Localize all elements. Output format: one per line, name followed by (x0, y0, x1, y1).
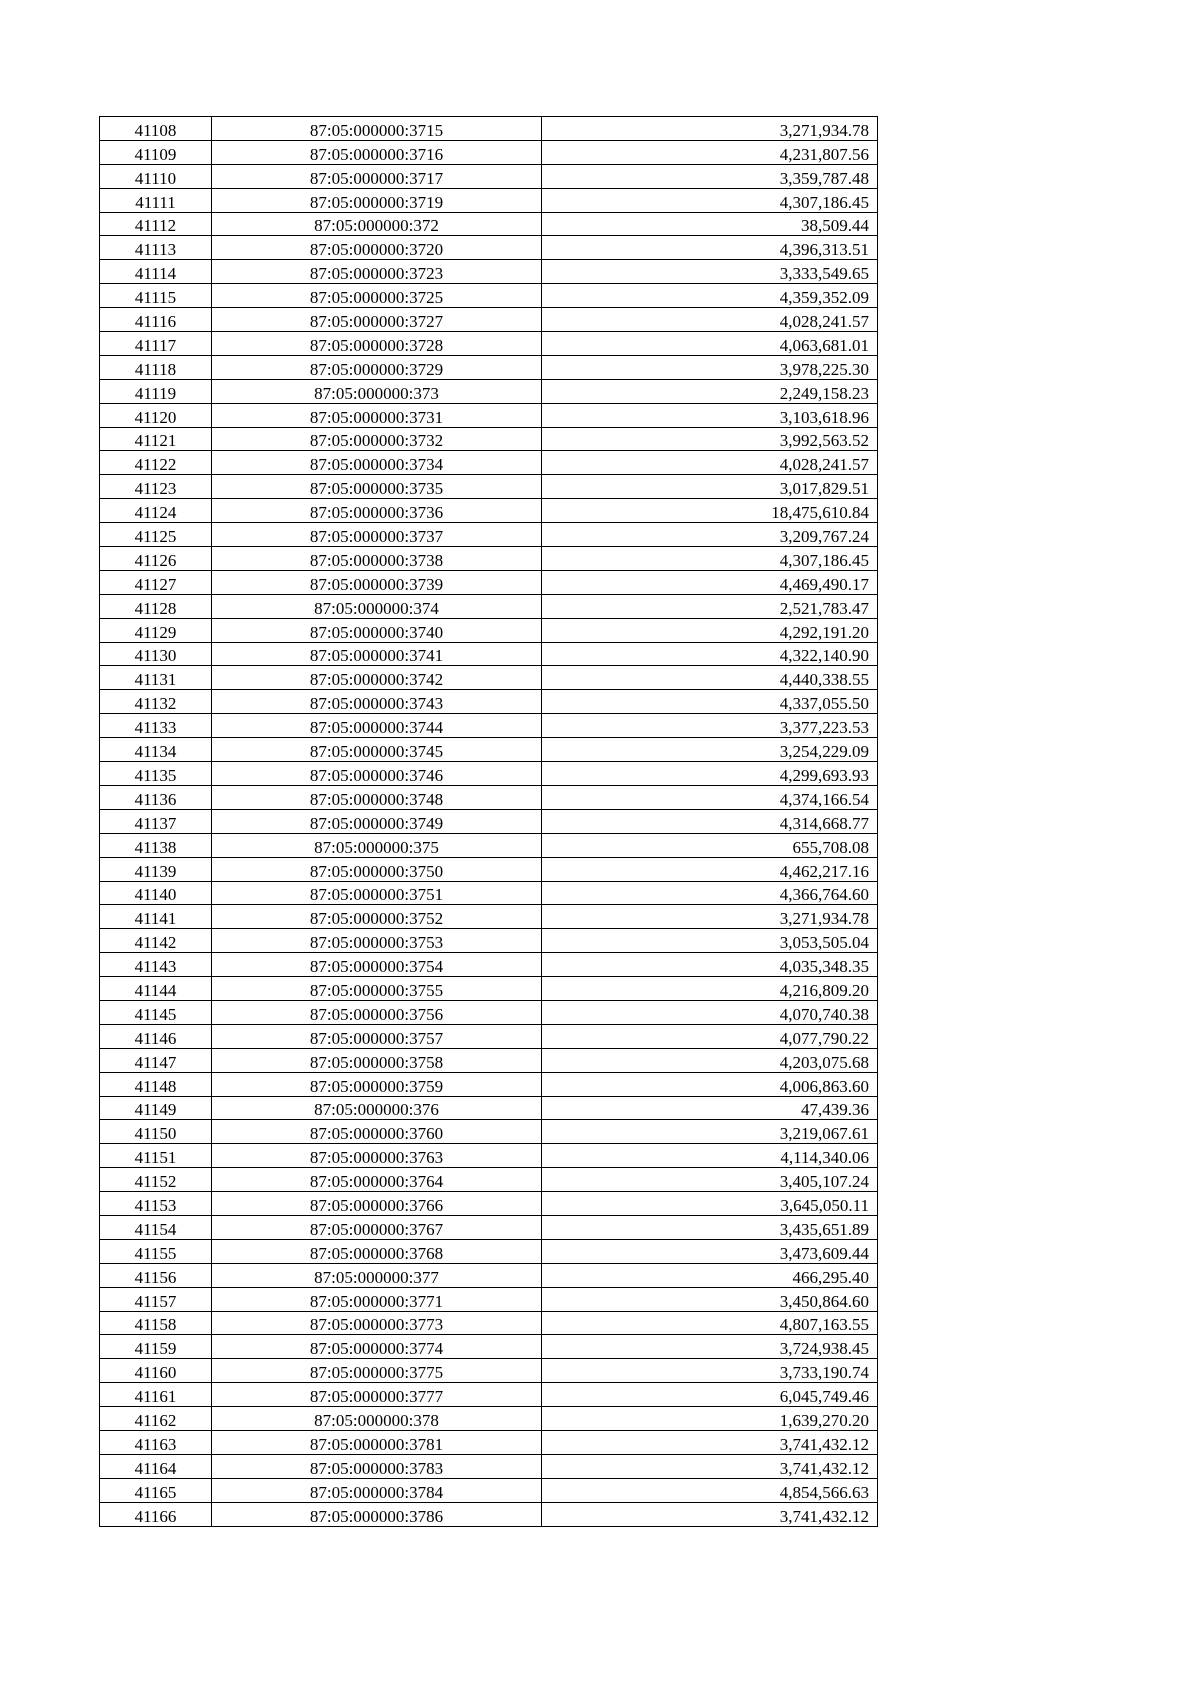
cadastral-value-cell: 2,249,158.23 (542, 379, 878, 403)
table-row (100, 499, 878, 523)
row-number-cell: 41143 (100, 953, 212, 977)
cadastral-number-cell: 87:05:000000:3748 (212, 785, 542, 809)
cadastral-value-cell: 4,469,490.17 (542, 570, 878, 594)
cadastral-value-cell: 466,295.40 (542, 1263, 878, 1287)
table-row (100, 379, 878, 403)
cadastral-number-cell: 87:05:000000:3719 (212, 188, 542, 212)
row-number-cell: 41111 (100, 188, 212, 212)
cadastral-number-cell: 87:05:000000:3752 (212, 905, 542, 929)
cadastral-value-cell: 3,724,938.45 (542, 1335, 878, 1359)
cadastral-value-cell: 4,077,790.22 (542, 1024, 878, 1048)
table-row (100, 785, 878, 809)
table-row (100, 1120, 878, 1144)
cadastral-number-cell: 87:05:000000:3768 (212, 1239, 542, 1263)
table-row (100, 332, 878, 356)
cadastral-number-cell: 87:05:000000:3750 (212, 857, 542, 881)
table-row (100, 1454, 878, 1478)
row-number-cell: 41130 (100, 642, 212, 666)
cadastral-value-cell: 3,103,618.96 (542, 403, 878, 427)
cadastral-value-cell: 3,733,190.74 (542, 1359, 878, 1383)
table-row (100, 523, 878, 547)
cadastral-number-cell: 87:05:000000:3735 (212, 475, 542, 499)
cadastral-number-cell: 87:05:000000:3786 (212, 1502, 542, 1526)
table-row (100, 1000, 878, 1024)
cadastral-number-cell: 87:05:000000:3727 (212, 308, 542, 332)
cadastral-value-cell: 4,216,809.20 (542, 977, 878, 1001)
cadastral-number-cell: 87:05:000000:3784 (212, 1478, 542, 1502)
cadastral-value-cell: 4,035,348.35 (542, 953, 878, 977)
table-row (100, 1215, 878, 1239)
table-row (100, 1168, 878, 1192)
cadastral-value-cell: 4,114,340.06 (542, 1144, 878, 1168)
cadastral-number-cell: 87:05:000000:376 (212, 1096, 542, 1120)
cadastral-number-cell: 87:05:000000:3737 (212, 523, 542, 547)
cadastral-number-cell: 87:05:000000:3777 (212, 1383, 542, 1407)
table-row (100, 475, 878, 499)
cadastral-value-cell: 3,219,067.61 (542, 1120, 878, 1144)
table-row (100, 1239, 878, 1263)
row-number-cell: 41141 (100, 905, 212, 929)
row-number-cell: 41120 (100, 403, 212, 427)
cadastral-value-cell: 4,366,764.60 (542, 881, 878, 905)
row-number-cell: 41154 (100, 1215, 212, 1239)
row-number-cell: 41152 (100, 1168, 212, 1192)
cadastral-number-cell: 87:05:000000:3756 (212, 1000, 542, 1024)
cadastral-number-cell: 87:05:000000:3738 (212, 547, 542, 571)
cadastral-value-cell: 3,017,829.51 (542, 475, 878, 499)
table-row (100, 1311, 878, 1335)
cadastral-value-cell: 4,462,217.16 (542, 857, 878, 881)
table-row (100, 1407, 878, 1431)
row-number-cell: 41165 (100, 1478, 212, 1502)
row-number-cell: 41116 (100, 308, 212, 332)
row-number-cell: 41129 (100, 618, 212, 642)
cadastral-number-cell: 87:05:000000:3746 (212, 762, 542, 786)
row-number-cell: 41114 (100, 260, 212, 284)
table-row (100, 1478, 878, 1502)
cadastral-value-cell: 4,307,186.45 (542, 188, 878, 212)
table-row (100, 547, 878, 571)
cadastral-value-cell: 4,374,166.54 (542, 785, 878, 809)
cadastral-value-cell: 3,992,563.52 (542, 427, 878, 451)
cadastral-number-cell: 87:05:000000:3716 (212, 140, 542, 164)
cadastral-value-cell: 3,209,767.24 (542, 523, 878, 547)
cadastral-value-cell: 3,450,864.60 (542, 1287, 878, 1311)
cadastral-number-cell: 87:05:000000:3723 (212, 260, 542, 284)
row-number-cell: 41112 (100, 212, 212, 236)
cadastral-value-cell: 3,405,107.24 (542, 1168, 878, 1192)
cadastral-value-cell: 4,337,055.50 (542, 690, 878, 714)
cadastral-number-cell: 87:05:000000:3745 (212, 738, 542, 762)
cadastral-number-cell: 87:05:000000:3731 (212, 403, 542, 427)
table-row (100, 570, 878, 594)
cadastral-value-cell: 3,645,050.11 (542, 1192, 878, 1216)
table-row (100, 1383, 878, 1407)
cadastral-value-cell: 655,708.08 (542, 833, 878, 857)
row-number-cell: 41131 (100, 666, 212, 690)
cadastral-number-cell: 87:05:000000:3753 (212, 929, 542, 953)
cadastral-number-cell: 87:05:000000:3759 (212, 1072, 542, 1096)
cadastral-value-cell: 18,475,610.84 (542, 499, 878, 523)
table-row (100, 833, 878, 857)
row-number-cell: 41135 (100, 762, 212, 786)
cadastral-value-cell: 4,231,807.56 (542, 140, 878, 164)
row-number-cell: 41138 (100, 833, 212, 857)
row-number-cell: 41144 (100, 977, 212, 1001)
cadastral-number-cell: 87:05:000000:3728 (212, 332, 542, 356)
row-number-cell: 41146 (100, 1024, 212, 1048)
cadastral-value-cell: 4,203,075.68 (542, 1048, 878, 1072)
row-number-cell: 41127 (100, 570, 212, 594)
cadastral-value-cell: 4,807,163.55 (542, 1311, 878, 1335)
row-number-cell: 41117 (100, 332, 212, 356)
cadastral-number-cell: 87:05:000000:3729 (212, 355, 542, 379)
table-row (100, 1335, 878, 1359)
cadastral-number-cell: 87:05:000000:3758 (212, 1048, 542, 1072)
row-number-cell: 41128 (100, 594, 212, 618)
cadastral-value-cell: 47,439.36 (542, 1096, 878, 1120)
row-number-cell: 41153 (100, 1192, 212, 1216)
cadastral-value-cell: 4,063,681.01 (542, 332, 878, 356)
table-row (100, 809, 878, 833)
cadastral-value-cell: 3,053,505.04 (542, 929, 878, 953)
cadastral-number-cell: 87:05:000000:3783 (212, 1454, 542, 1478)
table-row (100, 451, 878, 475)
table-row (100, 1024, 878, 1048)
cadastral-number-cell: 87:05:000000:3763 (212, 1144, 542, 1168)
table-row (100, 308, 878, 332)
table-row (100, 953, 878, 977)
row-number-cell: 41136 (100, 785, 212, 809)
row-number-cell: 41157 (100, 1287, 212, 1311)
row-number-cell: 41166 (100, 1502, 212, 1526)
cadastral-value-cell: 3,741,432.12 (542, 1502, 878, 1526)
cadastral-number-cell: 87:05:000000:3771 (212, 1287, 542, 1311)
row-number-cell: 41134 (100, 738, 212, 762)
table-row (100, 1287, 878, 1311)
table-row (100, 905, 878, 929)
cadastral-number-cell: 87:05:000000:373 (212, 379, 542, 403)
cadastral-value-cell: 3,978,225.30 (542, 355, 878, 379)
cadastral-value-cell: 3,359,787.48 (542, 164, 878, 188)
cadastral-value-cell: 3,271,934.78 (542, 905, 878, 929)
table-row (100, 1096, 878, 1120)
table-row (100, 212, 878, 236)
cadastral-value-cell: 38,509.44 (542, 212, 878, 236)
row-number-cell: 41149 (100, 1096, 212, 1120)
cadastral-number-cell: 87:05:000000:3740 (212, 618, 542, 642)
cadastral-number-cell: 87:05:000000:3757 (212, 1024, 542, 1048)
table-row (100, 1263, 878, 1287)
cadastral-value-cell: 4,359,352.09 (542, 284, 878, 308)
table-row (100, 1048, 878, 1072)
table-row (100, 929, 878, 953)
table-row (100, 236, 878, 260)
table-row (100, 618, 878, 642)
table-row (100, 427, 878, 451)
cadastral-value-cell: 2,521,783.47 (542, 594, 878, 618)
row-number-cell: 41113 (100, 236, 212, 260)
cadastral-value-cell: 1,639,270.20 (542, 1407, 878, 1431)
row-number-cell: 41140 (100, 881, 212, 905)
cadastral-number-cell: 87:05:000000:372 (212, 212, 542, 236)
row-number-cell: 41137 (100, 809, 212, 833)
cadastral-number-cell: 87:05:000000:3739 (212, 570, 542, 594)
cadastral-number-cell: 87:05:000000:3781 (212, 1430, 542, 1454)
row-number-cell: 41150 (100, 1120, 212, 1144)
cadastral-value-cell: 4,006,863.60 (542, 1072, 878, 1096)
cadastral-number-cell: 87:05:000000:378 (212, 1407, 542, 1431)
row-number-cell: 41139 (100, 857, 212, 881)
cadastral-number-cell: 87:05:000000:3773 (212, 1311, 542, 1335)
cadastral-number-cell: 87:05:000000:375 (212, 833, 542, 857)
cadastral-number-cell: 87:05:000000:3720 (212, 236, 542, 260)
cadastral-number-cell: 87:05:000000:377 (212, 1263, 542, 1287)
row-number-cell: 41164 (100, 1454, 212, 1478)
cadastral-value-cell: 6,045,749.46 (542, 1383, 878, 1407)
table-row (100, 164, 878, 188)
cadastral-value-cell: 4,322,140.90 (542, 642, 878, 666)
table-row (100, 1430, 878, 1454)
cadastral-number-cell: 87:05:000000:3754 (212, 953, 542, 977)
row-number-cell: 41121 (100, 427, 212, 451)
registry-table-body (100, 117, 878, 1527)
table-row (100, 1192, 878, 1216)
table-row (100, 762, 878, 786)
cadastral-number-cell: 87:05:000000:3715 (212, 117, 542, 141)
table-row (100, 403, 878, 427)
table-row (100, 690, 878, 714)
row-number-cell: 41158 (100, 1311, 212, 1335)
cadastral-value-cell: 4,854,566.63 (542, 1478, 878, 1502)
row-number-cell: 41133 (100, 714, 212, 738)
table-row (100, 857, 878, 881)
cadastral-number-cell: 87:05:000000:3767 (212, 1215, 542, 1239)
table-row (100, 714, 878, 738)
row-number-cell: 41123 (100, 475, 212, 499)
cadastral-number-cell: 87:05:000000:3741 (212, 642, 542, 666)
row-number-cell: 41115 (100, 284, 212, 308)
cadastral-value-cell: 3,473,609.44 (542, 1239, 878, 1263)
cadastral-number-cell: 87:05:000000:3734 (212, 451, 542, 475)
table-row (100, 977, 878, 1001)
table-row (100, 284, 878, 308)
table-row (100, 117, 878, 141)
row-number-cell: 41163 (100, 1430, 212, 1454)
row-number-cell: 41161 (100, 1383, 212, 1407)
cadastral-number-cell: 87:05:000000:3743 (212, 690, 542, 714)
table-row (100, 188, 878, 212)
row-number-cell: 41160 (100, 1359, 212, 1383)
row-number-cell: 41125 (100, 523, 212, 547)
cadastral-number-cell: 87:05:000000:3717 (212, 164, 542, 188)
row-number-cell: 41147 (100, 1048, 212, 1072)
table-row (100, 738, 878, 762)
row-number-cell: 41151 (100, 1144, 212, 1168)
cadastral-number-cell: 87:05:000000:374 (212, 594, 542, 618)
row-number-cell: 41132 (100, 690, 212, 714)
row-number-cell: 41126 (100, 547, 212, 571)
cadastral-value-cell: 4,299,693.93 (542, 762, 878, 786)
cadastral-number-cell: 87:05:000000:3732 (212, 427, 542, 451)
cadastral-value-cell: 4,028,241.57 (542, 451, 878, 475)
row-number-cell: 41145 (100, 1000, 212, 1024)
row-number-cell: 41122 (100, 451, 212, 475)
table-row (100, 666, 878, 690)
table-row (100, 1072, 878, 1096)
cadastral-value-cell: 4,070,740.38 (542, 1000, 878, 1024)
row-number-cell: 41155 (100, 1239, 212, 1263)
table-row (100, 260, 878, 284)
table-row (100, 1502, 878, 1526)
row-number-cell: 41119 (100, 379, 212, 403)
table-row (100, 1359, 878, 1383)
row-number-cell: 41124 (100, 499, 212, 523)
cadastral-value-cell: 3,333,549.65 (542, 260, 878, 284)
cadastral-number-cell: 87:05:000000:3766 (212, 1192, 542, 1216)
cadastral-number-cell: 87:05:000000:3764 (212, 1168, 542, 1192)
table-row (100, 1144, 878, 1168)
row-number-cell: 41159 (100, 1335, 212, 1359)
row-number-cell: 41148 (100, 1072, 212, 1096)
cadastral-number-cell: 87:05:000000:3751 (212, 881, 542, 905)
table-row (100, 355, 878, 379)
cadastral-number-cell: 87:05:000000:3742 (212, 666, 542, 690)
table-row (100, 594, 878, 618)
cadastral-number-cell: 87:05:000000:3775 (212, 1359, 542, 1383)
cadastral-value-cell: 4,292,191.20 (542, 618, 878, 642)
registry-table (99, 116, 878, 1527)
cadastral-value-cell: 3,377,223.53 (542, 714, 878, 738)
cadastral-number-cell: 87:05:000000:3774 (212, 1335, 542, 1359)
cadastral-value-cell: 4,307,186.45 (542, 547, 878, 571)
cadastral-number-cell: 87:05:000000:3744 (212, 714, 542, 738)
table-row (100, 881, 878, 905)
cadastral-number-cell: 87:05:000000:3736 (212, 499, 542, 523)
cadastral-value-cell: 3,435,651.89 (542, 1215, 878, 1239)
cadastral-value-cell: 4,440,338.55 (542, 666, 878, 690)
cadastral-value-cell: 4,396,313.51 (542, 236, 878, 260)
cadastral-number-cell: 87:05:000000:3725 (212, 284, 542, 308)
cadastral-number-cell: 87:05:000000:3760 (212, 1120, 542, 1144)
table-row (100, 140, 878, 164)
row-number-cell: 41110 (100, 164, 212, 188)
cadastral-value-cell: 3,254,229.09 (542, 738, 878, 762)
cadastral-value-cell: 3,741,432.12 (542, 1454, 878, 1478)
row-number-cell: 41162 (100, 1407, 212, 1431)
row-number-cell: 41109 (100, 140, 212, 164)
table-row (100, 642, 878, 666)
row-number-cell: 41118 (100, 355, 212, 379)
row-number-cell: 41142 (100, 929, 212, 953)
cadastral-value-cell: 4,028,241.57 (542, 308, 878, 332)
cadastral-value-cell: 4,314,668.77 (542, 809, 878, 833)
row-number-cell: 41108 (100, 117, 212, 141)
cadastral-value-cell: 3,741,432.12 (542, 1430, 878, 1454)
cadastral-value-cell: 3,271,934.78 (542, 117, 878, 141)
row-number-cell: 41156 (100, 1263, 212, 1287)
cadastral-number-cell: 87:05:000000:3755 (212, 977, 542, 1001)
cadastral-number-cell: 87:05:000000:3749 (212, 809, 542, 833)
